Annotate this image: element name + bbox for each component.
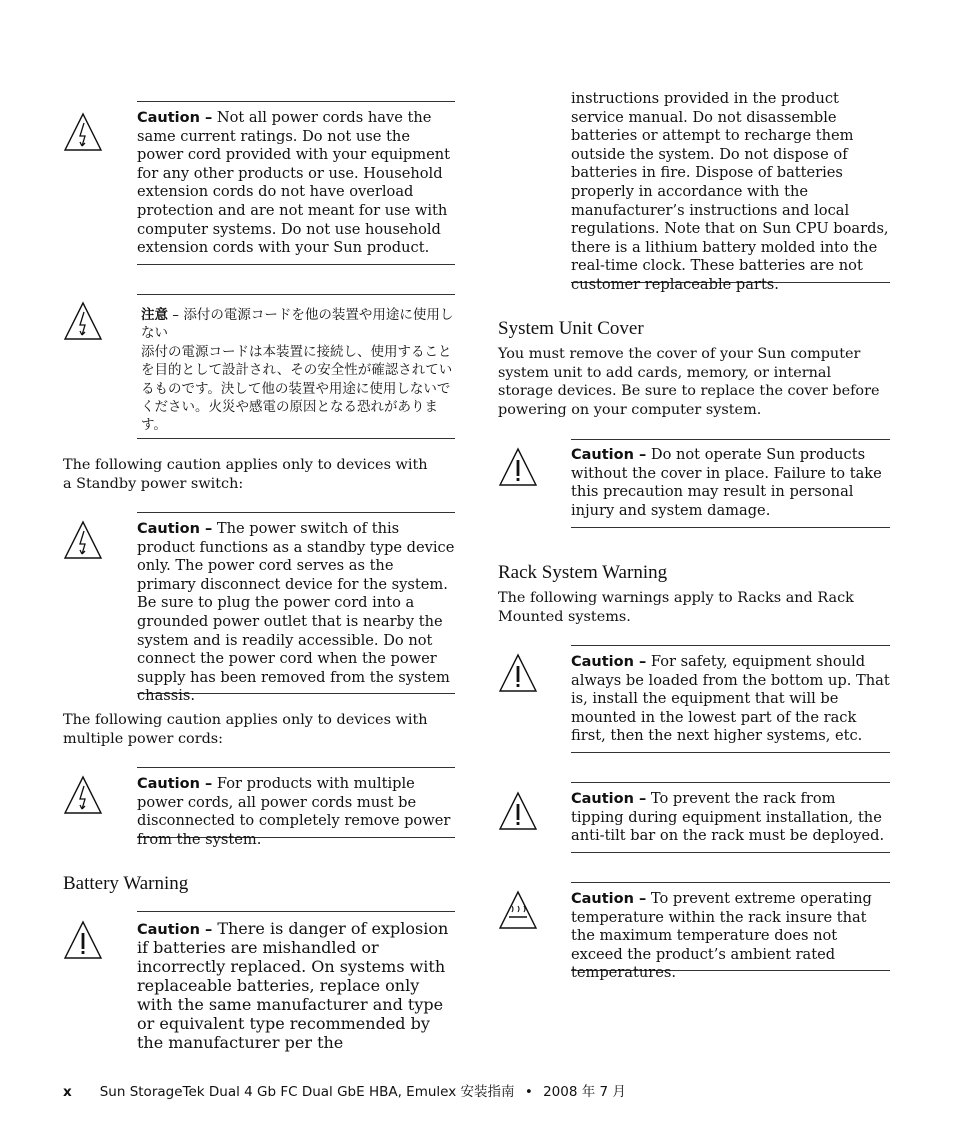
page-number: x: [63, 1084, 72, 1100]
footer-bullet: •: [524, 1084, 533, 1100]
document-title: Sun StorageTek Dual 4 Gb FC Dual GbE HBA, Emulex 安装指南: [99, 1084, 515, 1100]
caution-jp-label: 注意: [141, 307, 168, 323]
caution-label: Caution –: [571, 791, 647, 807]
battery-caution-continued: [571, 90, 890, 293]
multiple-cords-intro: The following caution applies only to devices with multiple power cords:: [63, 712, 428, 747]
caution-label: Caution –: [137, 110, 213, 126]
caution-label: Caution –: [571, 447, 647, 463]
general-caution-icon: [498, 653, 538, 697]
caution-text: Do not operate Sun products without the cover in place. Failure to take this precaution may result in personal injury and system damage.: [571, 446, 882, 519]
caution-multiple-cords: [137, 767, 455, 848]
caution-text: To prevent extreme operating temperature within the rack insure that the maximum temperature does not exceed the product’s ambient rated temperatures.: [571, 890, 872, 982]
continued-text: instructions provided in the product service manual. Do not disassemble batteries or attempt to recharge them outside the system. Do not dispose of batteries in fire. Dispose of batteries properly in accordance with the manufacturer’s instructions and local regulations. Note that on Sun CPU boards, there is a lithium battery molded into the real-time clock. These batteries are not customer replaceable parts.: [571, 90, 889, 293]
electrical-hazard-icon: [63, 112, 103, 156]
battery-warning-heading: Battery Warning: [63, 873, 189, 894]
caution-label: Caution –: [571, 891, 647, 907]
caution-rack-temperature: [571, 882, 890, 982]
hot-surface-icon: [498, 890, 538, 934]
caution-label: Caution –: [137, 776, 213, 792]
caution-standby: [137, 512, 455, 705]
caution-jp-body: 添付の電源コードは本装置に接続し、使用することを目的として設計され、その安全性が確認されているものです。決して他の装置や用途に使用しないでください。火災や感電の原因となる恐れがあります。: [141, 343, 453, 434]
caution-jp: [137, 294, 455, 439]
caution-text: For products with multiple power cords, all power cords must be disconnected to completely remove power from the system.: [137, 775, 451, 848]
document-date: 2008 年 7 月: [543, 1084, 626, 1100]
caution-label: Caution –: [137, 521, 213, 537]
page-footer: [63, 1080, 626, 1100]
electrical-hazard-icon: [63, 301, 103, 345]
general-caution-icon: [63, 920, 103, 964]
system-unit-cover-heading: System Unit Cover: [498, 318, 644, 339]
caution-rack-loading: [571, 645, 890, 753]
caution-text: Not all power cords have the same current ratings. Do not use the power cord provided with your equipment for any other products or use. Household extension cords do not have overload protection and are not meant for use with computer systems. Do not use household extension cords with your Sun product.: [137, 109, 450, 257]
caution-text: There is danger of explosion if batteries are mishandled or incorrectly replaced. On systems with replaceable batteries, replace only with the same manufacturer and type or equivalent type recommended by the manufacturer per the: [137, 919, 449, 1052]
caution-text: To prevent the rack from tipping during equipment installation, the anti-tilt bar on the rack must be deployed.: [571, 790, 885, 845]
caution-label: Caution –: [571, 654, 647, 670]
standby-intro: The following caution applies only to devices with a Standby power switch:: [63, 457, 428, 492]
general-caution-icon: [498, 791, 538, 835]
cover-paragraph: You must remove the cover of your Sun computer system unit to add cards, memory, or internal storage devices. Be sure to replace the cover before powering on your computer system.: [498, 346, 880, 418]
electrical-hazard-icon: [63, 520, 103, 564]
caution-cover: [571, 439, 890, 528]
caution-text: The power switch of this product functions as a standby type device only. The power cord serves as the primary disconnect device for the system. Be sure to plug the power cord into a grounded power outlet that is nearby the system and is readily accessible. Do not connect the power cord when the power supply has been removed from the system chassis.: [137, 520, 455, 705]
electrical-hazard-icon: [63, 775, 103, 819]
rack-paragraph: The following warnings apply to Racks and Rack Mounted systems.: [498, 590, 854, 625]
caution-jp-title: – 添付の電源コードを他の装置や用途に使用しない: [141, 307, 454, 342]
general-caution-icon: [498, 447, 538, 491]
rack-system-warning-heading: Rack System Warning: [498, 562, 668, 583]
caution-rack-tipping: [571, 782, 890, 853]
caution-battery: [137, 911, 455, 1052]
caution-label: Caution –: [137, 922, 213, 938]
caution-text: For safety, equipment should always be loaded from the bottom up. That is, install the equipment that will be mounted in the lowest part of the rack first, then the next higher systems, etc.: [571, 653, 890, 745]
caution-power-cords: [137, 101, 455, 265]
